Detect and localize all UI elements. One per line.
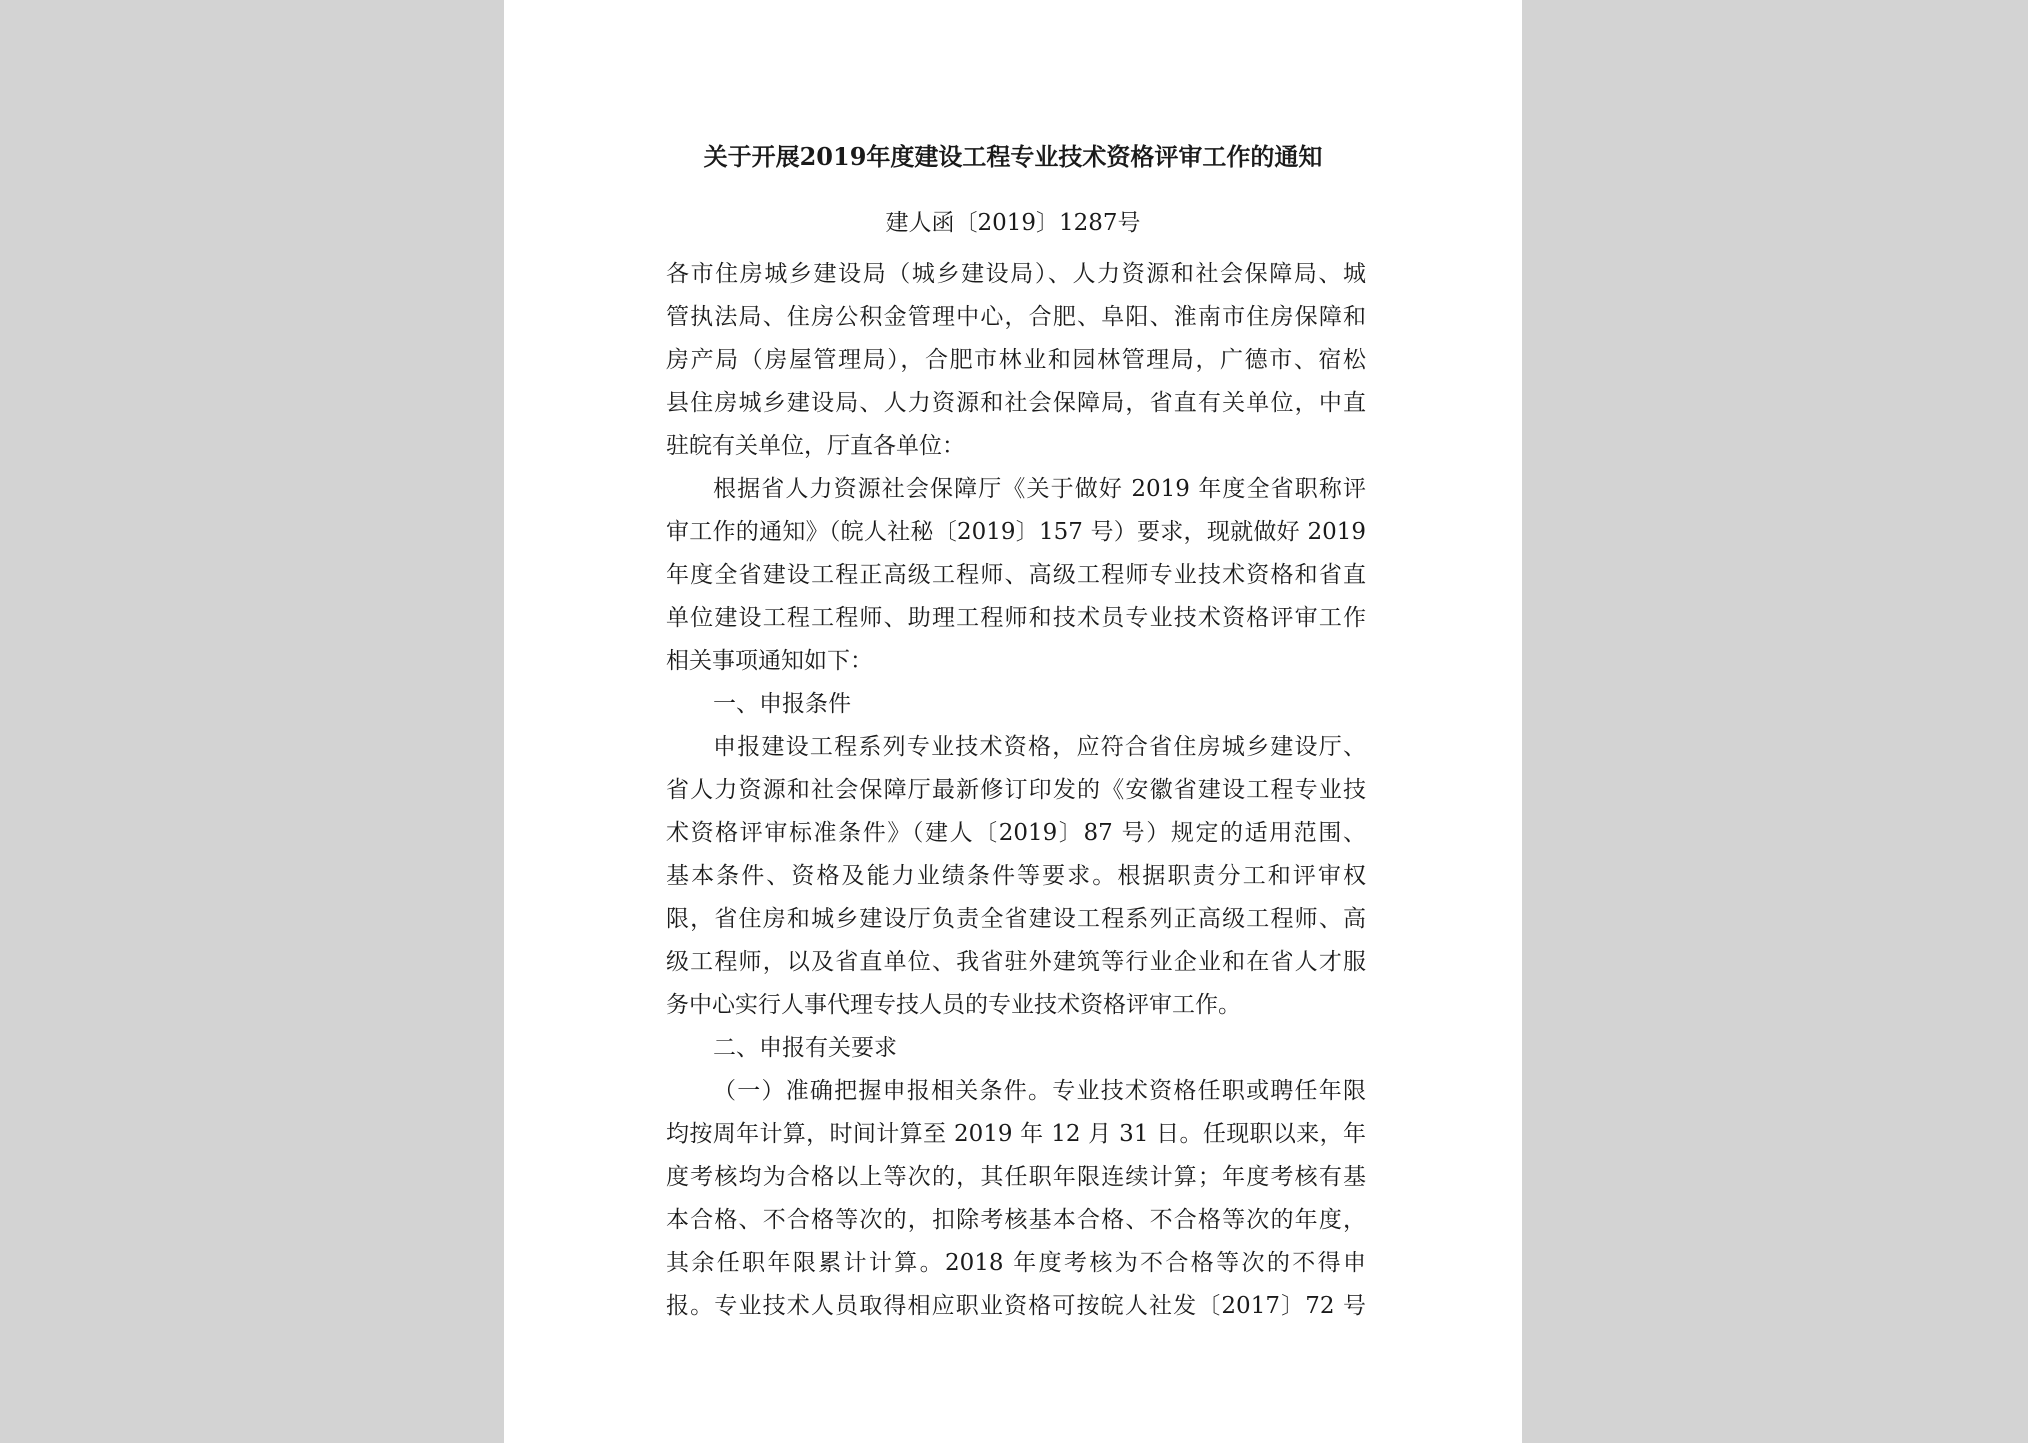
body-line: 县住房城乡建设局、人力资源和社会保障局，省直有关单位，中直	[666, 390, 1366, 416]
document-number: 建人函〔2019〕1287号	[885, 210, 1141, 236]
body-line: 务中心实行人事代理专技人员的专业技术资格评审工作。	[666, 992, 1241, 1018]
section-heading: 二、申报有关要求	[713, 1035, 897, 1061]
body-line: 单位建设工程工程师、助理工程师和技术员专业技术资格评审工作	[666, 605, 1366, 631]
body-line: （一）准确把握申报相关条件。专业技术资格任职或聘任年限	[713, 1078, 1366, 1104]
body-line: 均按周年计算，时间计算至 2019 年 12 月 31 日。任现职以来，年	[666, 1121, 1366, 1147]
body-line: 审工作的通知》（皖人社秘〔2019〕157 号）要求，现就做好 2019	[666, 519, 1366, 545]
body-line: 省人力资源和社会保障厅最新修订印发的《安徽省建设工程专业技	[666, 777, 1366, 803]
body-line: 本合格、不合格等次的，扣除考核基本合格、不合格等次的年度，	[666, 1207, 1366, 1233]
body-line: 限，省住房和城乡建设厅负责全省建设工程系列正高级工程师、高	[666, 906, 1366, 932]
body-line: 根据省人力资源社会保障厅《关于做好 2019 年度全省职称评	[713, 476, 1366, 502]
body-line: 申报建设工程系列专业技术资格，应符合省住房城乡建设厅、	[713, 734, 1366, 760]
body-line: 管执法局、住房公积金管理中心，合肥、阜阳、淮南市住房保障和	[666, 304, 1366, 330]
body-line: 各市住房城乡建设局（城乡建设局）、人力资源和社会保障局、城	[666, 261, 1366, 287]
body-line: 相关事项通知如下：	[666, 648, 873, 674]
body-line: 基本条件、资格及能力业绩条件等要求。根据职责分工和评审权	[666, 863, 1366, 889]
body-line: 其余任职年限累计计算。2018 年度考核为不合格等次的不得申	[666, 1250, 1366, 1276]
section-heading: 一、申报条件	[713, 691, 851, 717]
body-line: 级工程师，以及省直单位、我省驻外建筑等行业企业和在省人才服	[666, 949, 1366, 975]
body-line: 度考核均为合格以上等次的，其任职年限连续计算；年度考核有基	[666, 1164, 1366, 1190]
document-page	[504, 0, 1522, 1443]
body-line: 房产局（房屋管理局），合肥市林业和园林管理局，广德市、宿松	[666, 347, 1366, 373]
body-line: 年度全省建设工程正高级工程师、高级工程师专业技术资格和省直	[666, 562, 1366, 588]
body-line: 报。专业技术人员取得相应职业资格可按皖人社发〔2017〕72 号	[666, 1293, 1366, 1319]
body-line: 驻皖有关单位，厅直各单位：	[666, 433, 965, 459]
body-line: 术资格评审标准条件》（建人〔2019〕87 号）规定的适用范围、	[666, 820, 1366, 846]
document-title: 关于开展2019年度建设工程专业技术资格评审工作的通知	[703, 142, 1323, 171]
